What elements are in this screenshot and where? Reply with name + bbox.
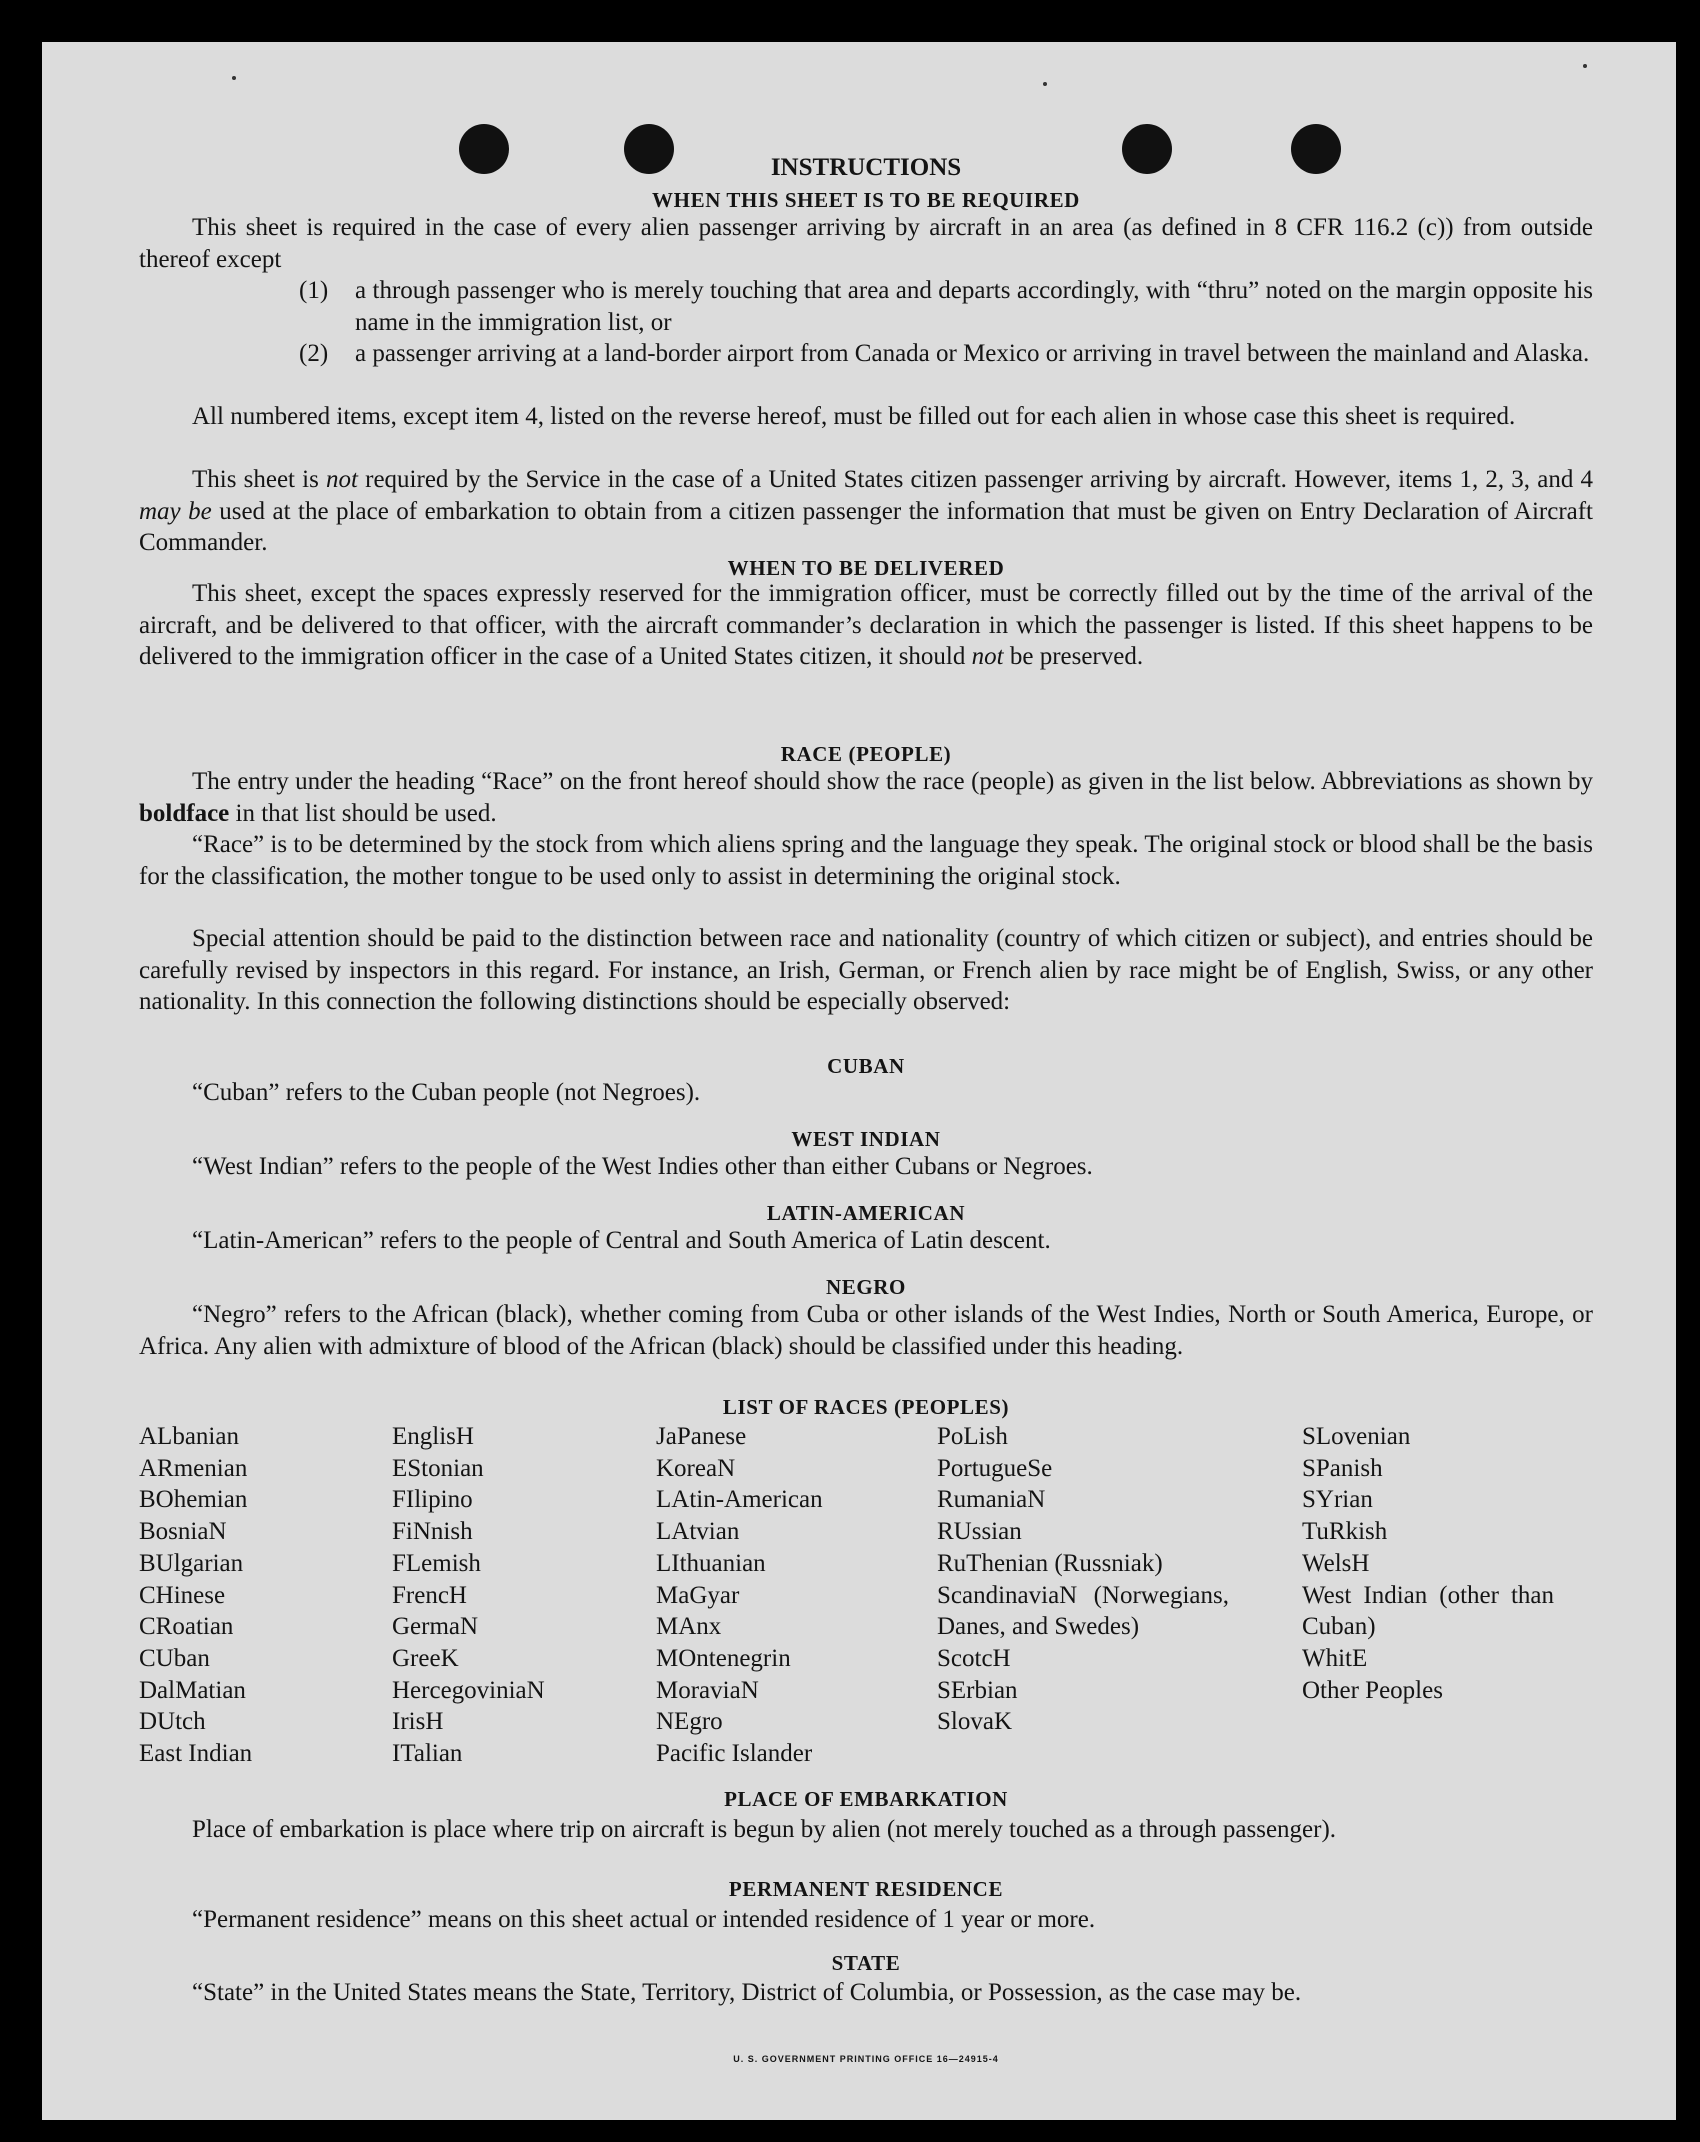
heading-state: STATE — [831, 1951, 901, 1975]
paragraph-delivered — [139, 578, 1593, 673]
race-entry: EStonian — [392, 1454, 484, 1482]
race-entry: BUlgarian — [139, 1549, 244, 1577]
item-number: (2) — [299, 340, 329, 367]
paragraph-latin-american: “Latin-American” refers to the people of Central and South America of Latin descent. — [192, 1227, 1051, 1254]
paragraph-state: “State” in the United States means the State, Territory, District of Columbia, or Possession, as the case may be. — [192, 1979, 1302, 2006]
race-entry: SLovenian — [1302, 1423, 1411, 1450]
race-column-2 — [392, 1421, 652, 1770]
race-entry: CRoatian — [139, 1613, 234, 1641]
race-entry: SPanish — [1302, 1454, 1383, 1482]
race-entry: GermaN — [392, 1613, 479, 1641]
text-run: used at the place of embarkation to obtain from a citizen passenger the information that must be given on Entry Declaration of Aircraft Commander. — [139, 497, 1594, 556]
heading-embarkation: PLACE OF EMBARKATION — [724, 1787, 1008, 1811]
race-entry: ITalian — [392, 1740, 463, 1768]
paragraph-race-1 — [139, 766, 1593, 829]
race-entry: Pacific Islander — [656, 1740, 813, 1768]
exception-item-2 — [299, 338, 1593, 370]
race-entry: KoreaN — [656, 1454, 736, 1482]
text-run: The entry under the heading “Race” on the front hereof should show the race (people) as given in the list below. Abbreviations as shown by — [192, 768, 1593, 795]
text-run: This sheet is — [192, 466, 326, 493]
race-entry: SYrian — [1302, 1486, 1373, 1514]
race-entry: MAnx — [656, 1613, 722, 1641]
emphasis: not — [326, 466, 358, 493]
item-number: (1) — [299, 277, 329, 304]
race-entry: WhitE — [1302, 1644, 1368, 1672]
paragraph-numbered-items: All numbered items, except item 4, listed on the reverse hereof, must be filled out for each alien in whose case this sheet is required. — [192, 403, 1516, 430]
race-column-3 — [656, 1421, 926, 1770]
race-entry: FLemish — [392, 1549, 481, 1577]
race-entry: MOntenegrin — [656, 1644, 791, 1672]
race-entry: BosniaN — [139, 1518, 227, 1546]
race-entry: SlovaK — [937, 1708, 1012, 1736]
race-entry: RuThenian (Russniak) — [937, 1549, 1163, 1577]
speck — [232, 76, 236, 80]
paragraph-negro: “Negro” refers to the African (black), whether coming from Cuba or other islands of the West Indies, North or South America, Europe, or Africa. Any alien with admixture of blood of the African (black) should be classified under this heading. — [139, 1301, 1593, 1360]
race-entry: RUssian — [937, 1518, 1022, 1546]
race-entry: EnglisH — [392, 1423, 474, 1450]
race-entry: ScotcH — [937, 1644, 1011, 1672]
race-entry: GreeK — [392, 1644, 459, 1672]
paragraph-not-required — [139, 464, 1593, 559]
paragraph-embarkation: Place of embarkation is place where trip on aircraft is begun by alien (not merely touched as a through passenger). — [192, 1816, 1337, 1843]
race-entry: SErbian — [937, 1676, 1018, 1704]
heading-latin-american: LATIN-AMERICAN — [766, 1201, 966, 1225]
heading-negro: NEGRO — [825, 1275, 906, 1299]
race-entry: LAtvian — [656, 1518, 740, 1546]
item-text: a passenger arriving at a land-border airport from Canada or Mexico or arriving in travel between the mainland and Alaska. — [355, 340, 1590, 367]
race-entry: HercegoviniaN — [392, 1676, 545, 1704]
race-entry: WelsH — [1302, 1549, 1370, 1577]
bold-text: boldface — [139, 799, 230, 827]
race-entry: RumaniaN — [937, 1486, 1046, 1514]
paragraph-race-2: “Race” is to be determined by the stock from which aliens spring and the language they speak. The original stock or blood shall be the basis for the classification, the mother tongue to be used only to assist in determining the original stock. — [139, 831, 1593, 890]
text-run: be preserved. — [1003, 643, 1144, 670]
race-column-1 — [139, 1421, 379, 1770]
race-entry: IrisH — [392, 1708, 444, 1736]
heading-cuban: CUBAN — [827, 1054, 905, 1078]
race-entry: NEgro — [656, 1708, 723, 1736]
heading-list-of-races: LIST OF RACES (PEOPLES) — [722, 1395, 1010, 1419]
race-entry: LAtin-American — [656, 1486, 823, 1514]
paragraph-permanent-residence: “Permanent residence” means on this sheet actual or intended residence of 1 year or more. — [192, 1906, 1096, 1933]
heading-delivered: WHEN TO BE DELIVERED — [727, 556, 1005, 580]
paragraph-west-indian: “West Indian” refers to the people of the West Indies other than either Cubans or Negroes. — [192, 1153, 1093, 1180]
race-entry: BOhemian — [139, 1486, 248, 1514]
race-entry: FIlipino — [392, 1486, 473, 1514]
race-entry: ScandinaviaN (Norwegians, Danes, and Swedes) — [937, 1581, 1229, 1641]
exception-item-1 — [299, 275, 1593, 338]
race-entry: FrencH — [392, 1581, 467, 1609]
text-run: required by the Service in the case of a United States citizen passenger arriving by aircraft. However, items 1, 2, 3, and 4 — [357, 466, 1593, 493]
race-entry: PoLish — [937, 1423, 1008, 1450]
race-entry: MoraviaN — [656, 1676, 759, 1704]
text-run: This sheet, except the spaces expressly reserved for the immigration officer, must be correctly filled out by the time of the arrival of the aircraft, and be delivered to that officer, with the aircraft commander’s declaration in which the passenger is listed. If this sheet happens to be delivered to the immigration officer in the case of a United States citizen, it should — [139, 580, 1593, 670]
heading-permanent-residence: PERMANENT RESIDENCE — [728, 1877, 1004, 1901]
heading-required: WHEN THIS SHEET IS TO BE REQUIRED — [652, 188, 1080, 212]
race-entry: East Indian — [139, 1740, 253, 1768]
printing-office-footer: U. S. GOVERNMENT PRINTING OFFICE 16—24915-4 — [733, 2054, 999, 2064]
race-entry: CUban — [139, 1644, 210, 1672]
paragraph-required-intro: This sheet is required in the case of every alien passenger arriving by aircraft in an area (as defined in 8 CFR 116.2 (c)) from outside thereof except — [139, 214, 1593, 273]
paragraph-cuban: “Cuban” refers to the Cuban people (not Negroes). — [192, 1079, 701, 1106]
paragraph-race-3: Special attention should be paid to the distinction between race and nationality (country of which citizen or subject), and entries should be carefully revised by inspectors in this regard. For instance, an Irish, German, or French alien by race might be of English, Swiss, or any other nationality. In this connection the following distinctions should be especially observed: — [139, 925, 1593, 1015]
emphasis: may be — [139, 497, 212, 525]
heading-west-indian: WEST INDIAN — [791, 1127, 941, 1151]
item-text: a through passenger who is merely touching that area and departs accordingly, with “thru” noted on the margin opposite his name in the immigration list, or — [355, 277, 1593, 336]
race-column-4 — [937, 1421, 1229, 1738]
speck — [1583, 64, 1587, 68]
race-entry: DUtch — [139, 1708, 206, 1736]
form-sheet — [42, 42, 1676, 2120]
race-entry: DalMatian — [139, 1676, 246, 1704]
race-entry: Other Peoples — [1302, 1676, 1443, 1704]
race-entry: West Indian (other than Cuban) — [1302, 1581, 1554, 1641]
text-run: in that list should be used. — [229, 799, 497, 827]
heading-race: RACE (PEOPLE) — [780, 742, 952, 766]
race-entry: ARmenian — [139, 1454, 248, 1482]
race-entry: LIthuanian — [656, 1549, 766, 1577]
speck — [1043, 82, 1047, 86]
race-entry: JaPanese — [656, 1423, 747, 1450]
race-entry: CHinese — [139, 1581, 226, 1609]
race-entry: FiNnish — [392, 1518, 473, 1546]
race-entry: PortugueSe — [937, 1454, 1053, 1482]
race-entry: TuRkish — [1302, 1518, 1388, 1546]
race-column-5 — [1302, 1421, 1554, 1706]
race-entry: ALbanian — [139, 1423, 239, 1450]
emphasis: not — [971, 643, 1004, 670]
race-entry: MaGyar — [656, 1581, 740, 1609]
page-title: INSTRUCTIONS — [770, 154, 962, 181]
